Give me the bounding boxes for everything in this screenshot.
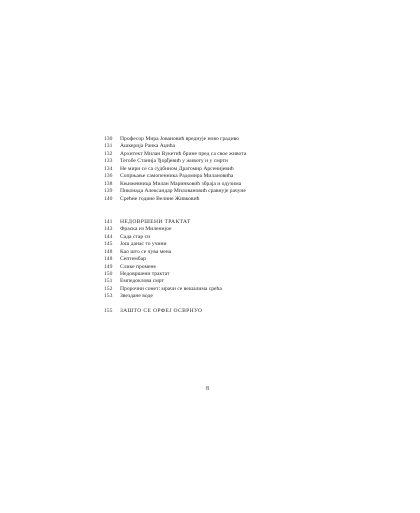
toc-title: Пиконада Александар Миловановић сравнује рачуне	[120, 188, 246, 195]
toc-page-number: 138	[104, 180, 113, 187]
toc-page-number: 141	[104, 218, 113, 225]
toc-entry	[104, 278, 334, 285]
toc-title: ЗАШТО СЕ ОРФЕЈ ОСВРНУО	[120, 307, 203, 314]
toc-title: Пророчни сонет: мрачи се вешалима срећа	[120, 285, 222, 292]
toc-page-number: 133	[104, 158, 113, 165]
toc-page-number: 143	[104, 226, 113, 233]
toc-title: Сада стар си	[120, 233, 151, 240]
toc-title: Звездане воде	[120, 293, 153, 300]
toc-entry	[104, 196, 334, 203]
toc-title: Срећне године Велине Живковић	[120, 195, 200, 202]
toc-group-2	[104, 219, 334, 301]
toc-entry	[104, 264, 334, 271]
toc-entry	[104, 143, 334, 150]
toc-section-heading	[104, 219, 334, 226]
toc-page-number: 148	[104, 256, 113, 263]
toc-page-number: 139	[104, 188, 113, 195]
toc-title: Ашкерија Ранка Аџића	[120, 143, 176, 150]
toc-title: Тегобе Станија Ђорђевић у животу и у смрти	[120, 158, 228, 165]
toc-title: Недовршени трактат	[120, 271, 170, 277]
toc-title: Слике промене	[120, 263, 156, 270]
toc-page-number: 140	[104, 195, 113, 202]
toc-page-number: 148	[104, 248, 113, 255]
toc-page-number: 152	[104, 285, 113, 292]
toc-title: Не мири се са судбином Драгомир Арсенијевић	[120, 165, 234, 172]
toc-page-number: 134	[104, 165, 113, 172]
toc-title: Сопрњање самопенника Радомира Милановића	[120, 173, 234, 180]
toc-page-number: 144	[104, 233, 113, 240]
toc-page-number: 131	[104, 143, 113, 150]
toc-entry	[104, 158, 334, 165]
toc-title: Емпедоклова смрт	[120, 278, 164, 285]
toc-entry	[104, 286, 334, 293]
toc-page-number: 149	[104, 263, 113, 270]
toc-title: НЕДОВРШЕНИ ТРАКТАТ	[120, 218, 191, 225]
toc-page-number: 155	[104, 307, 113, 314]
toc-page-number: 136	[104, 173, 113, 180]
toc-entry	[104, 234, 334, 241]
toc-page-number: 150	[104, 271, 113, 277]
toc-group-1	[104, 136, 334, 203]
toc-title: Архитект Милан Вукетић брине пред са свое живота	[120, 150, 247, 157]
toc-entry	[104, 249, 334, 256]
toc-title: Још данас то учини	[120, 241, 167, 248]
toc-page-number: 130	[104, 136, 113, 142]
toc-page-number: 145	[104, 241, 113, 248]
toc-title: Професор Мира Јовановић вреднује ново градиво	[120, 136, 239, 142]
toc-entry	[104, 226, 334, 233]
toc-page-number: 153	[104, 293, 113, 300]
toc-entry	[104, 173, 334, 180]
toc-entry	[104, 256, 334, 263]
toc-entry	[104, 241, 334, 248]
toc-group-3	[104, 308, 334, 315]
toc-title: Као што се чува мена	[120, 248, 172, 255]
toc-section-heading	[104, 308, 334, 315]
table-of-contents	[104, 136, 334, 315]
toc-page-number: 151	[104, 278, 113, 285]
toc-title: Фраска из Миленијое	[120, 226, 172, 233]
toc-entry	[104, 188, 334, 195]
toc-title: Књижевница Милан Маринковић збраја и одузима	[120, 180, 242, 187]
toc-entry	[104, 271, 334, 278]
toc-title: Септембар	[120, 256, 146, 263]
toc-page-number: 132	[104, 150, 113, 157]
toc-entry	[104, 293, 334, 300]
page-number: 8	[206, 386, 209, 392]
toc-entry	[104, 181, 334, 188]
